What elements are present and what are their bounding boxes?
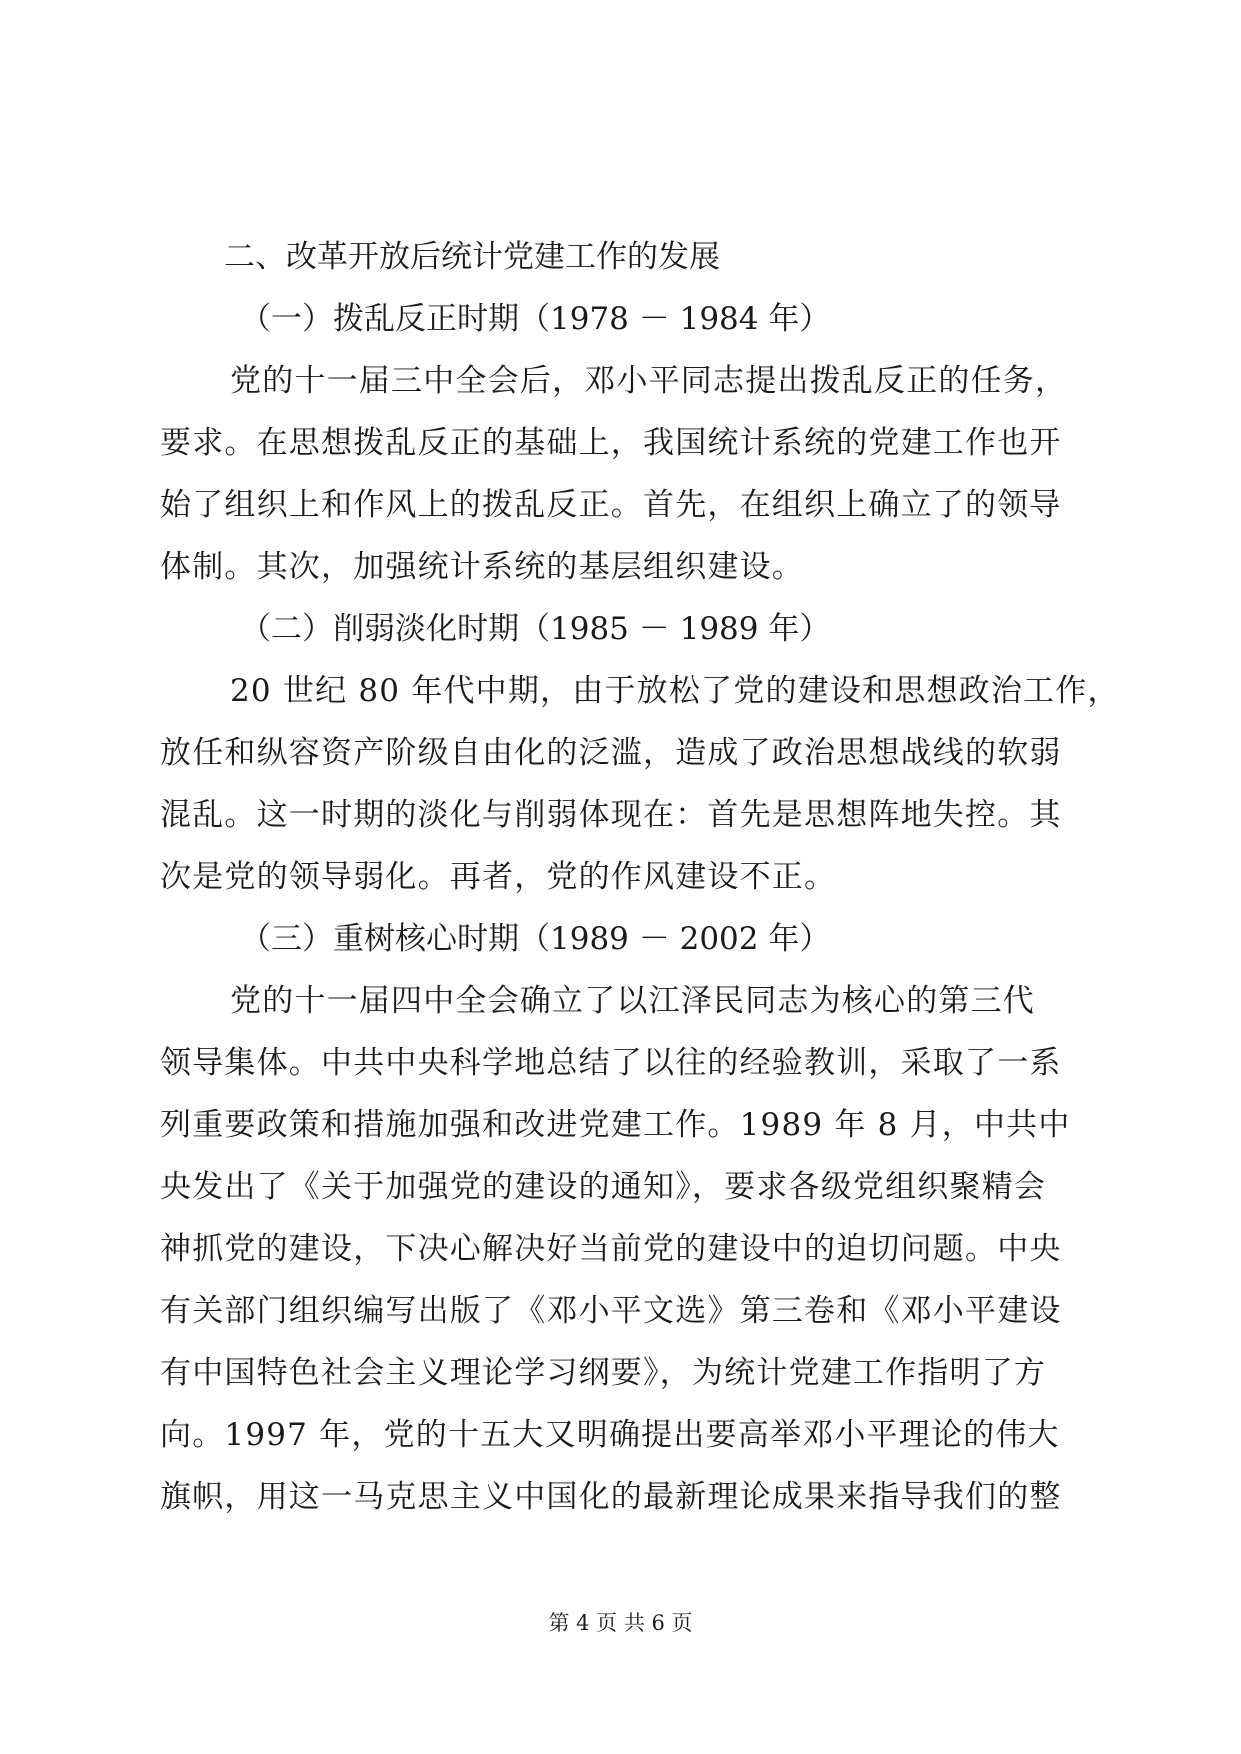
paragraph-line: 旗帜，用这一马克思主义中国化的最新理论成果来指导我们的整 (160, 1479, 1062, 1515)
paragraph (160, 970, 1080, 1528)
paragraph (160, 350, 1080, 598)
paragraph-line: 要求。在思想拨乱反正的基础上，我国统计系统的党建工作也开 (160, 425, 1062, 461)
page-number-footer: 第 4 页 共 6 页 (548, 1611, 693, 1635)
paragraph-line: 神抓党的建设，下决心解决好当前党的建设中的迫切问题。中央 (160, 1231, 1062, 1267)
paragraph (160, 660, 1120, 908)
paragraph-line: 有中国特色社会主义理论学习纲要》，为统计党建工作指明了方 (160, 1355, 1047, 1391)
paragraph-line: 体制。其次，加强统计系统的基层组织建设。 (160, 549, 804, 585)
paragraph-line: 央发出了《关于加强党的建设的通知》，要求各级党组织聚精会 (160, 1169, 1047, 1205)
paragraph-line: 有关部门组织编写出版了《邓小平文选》第三卷和《邓小平建设 (160, 1293, 1062, 1329)
subsection-title: （一）拨乱反正时期（1978 － 1984 年） (240, 301, 831, 337)
paragraph-line: 向。1997 年，党的十五大又明确提出要高举邓小平理论的伟大 (160, 1417, 1060, 1453)
paragraph-line: 党的十一届四中全会确立了以江泽民同志为核心的第三代 (230, 983, 1035, 1019)
paragraph-line: 混乱。这一时期的淡化与削弱体现在：首先是思想阵地失控。其 (160, 797, 1062, 833)
paragraph-line: 始了组织上和作风上的拨乱反正。首先，在组织上确立了的领导 (160, 487, 1062, 523)
paragraph-line: 党的十一届三中全会后，邓小平同志提出拨乱反正的任务， (230, 363, 1068, 399)
paragraph-line: 列重要政策和措施加强和改进党建工作。1989 年 8 月，中共中 (160, 1107, 1071, 1143)
section-title: 二、改革开放后统计党建工作的发展 (224, 239, 720, 275)
subsection-title: （三）重树核心时期（1989 － 2002 年） (240, 921, 831, 957)
paragraph-line: 20 世纪 80 年代中期，由于放松了党的建设和思想政治工作， (230, 673, 1120, 709)
paragraph-line: 次是党的领导弱化。再者，党的作风建设不正。 (160, 859, 837, 895)
paragraph-line: 领导集体。中共中央科学地总结了以往的经验教训，采取了一系 (160, 1045, 1062, 1081)
subsection-title: （二）削弱淡化时期（1985 － 1989 年） (240, 611, 831, 647)
document-body (160, 226, 1120, 1528)
paragraph-line: 放任和纵容资产阶级自由化的泛滥，造成了政治思想战线的软弱 (160, 735, 1062, 771)
